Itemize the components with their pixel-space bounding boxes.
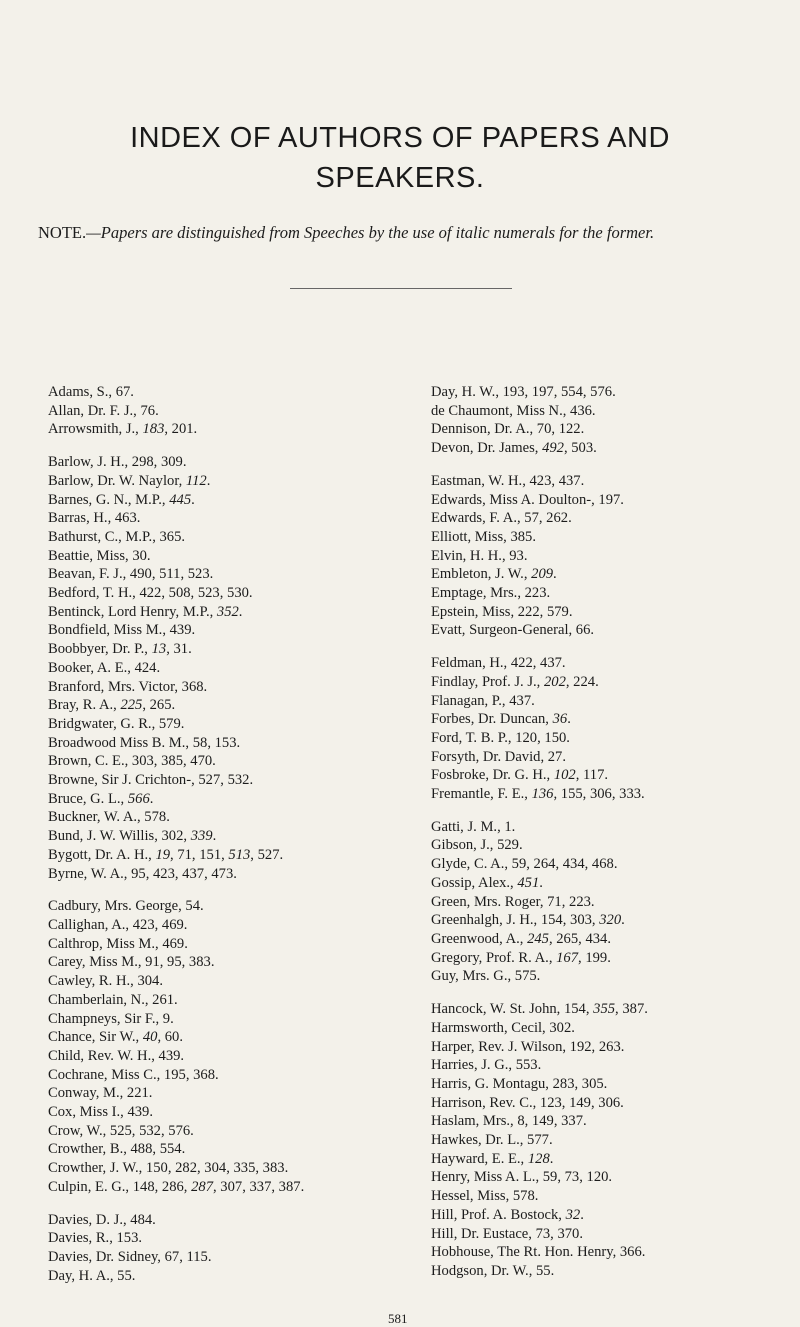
paper-page-ref: 320 bbox=[599, 912, 622, 929]
entry-text: Byrne, W. A., 95, 423, 437, 473. bbox=[48, 865, 237, 882]
entry-text: Cochrane, Miss C., 195, 368. bbox=[48, 1066, 219, 1083]
entry-text: Crowther, J. W., 150, 282, 304, 335, 383. bbox=[48, 1160, 289, 1177]
index-entry bbox=[431, 420, 791, 439]
index-entry bbox=[431, 528, 791, 547]
entry-text: Harper, Rev. J. Wilson, 192, 263. bbox=[431, 1038, 625, 1055]
index-entry bbox=[48, 1159, 413, 1178]
entry-text: Embleton, J. W., bbox=[431, 566, 532, 583]
entry-text: Cawley, R. H., 304. bbox=[48, 973, 163, 990]
entry-text: Chance, Sir W., bbox=[48, 1029, 143, 1046]
entry-text: de Chaumont, Miss N., 436. bbox=[431, 402, 596, 419]
index-entry bbox=[431, 1112, 791, 1131]
entry-text: Fremantle, F. E., bbox=[431, 786, 532, 803]
entry-text: Bygott, Dr. A. H., bbox=[48, 846, 156, 863]
index-entry bbox=[48, 584, 413, 603]
index-entry bbox=[431, 949, 791, 968]
index-entry bbox=[431, 911, 791, 930]
entry-text: Dennison, Dr. A., 70, 122. bbox=[431, 421, 585, 438]
paper-page-ref: 445 bbox=[169, 491, 192, 508]
index-entry bbox=[431, 692, 791, 711]
entry-text: , 71, 151, bbox=[170, 846, 229, 863]
note-label: NOTE. bbox=[38, 223, 87, 242]
entry-text: Guy, Mrs. G., 575. bbox=[431, 968, 541, 985]
entry-text: Beattie, Miss, 30. bbox=[48, 547, 151, 564]
index-entry bbox=[431, 874, 791, 893]
index-entry bbox=[48, 678, 413, 697]
index-letter-group bbox=[48, 453, 413, 883]
index-entry bbox=[431, 748, 791, 767]
index-entry bbox=[48, 715, 413, 734]
index-entry bbox=[48, 491, 413, 510]
index-entry bbox=[431, 766, 791, 785]
entry-text: Forsyth, Dr. David, 27. bbox=[431, 748, 566, 765]
entry-text: Haslam, Mrs., 8, 149, 337. bbox=[431, 1113, 587, 1130]
index-entry bbox=[431, 472, 791, 491]
index-entry bbox=[48, 897, 413, 916]
entry-text: . bbox=[567, 711, 571, 728]
entry-text: Hessel, Miss, 578. bbox=[431, 1188, 539, 1205]
index-entry bbox=[48, 528, 413, 547]
entry-text: Broadwood Miss B. M., 58, 153. bbox=[48, 734, 241, 751]
index-entry bbox=[431, 818, 791, 837]
entry-text: . bbox=[206, 472, 211, 489]
divider-rule bbox=[290, 288, 512, 289]
index-entry bbox=[431, 1243, 791, 1262]
index-entry bbox=[48, 1229, 413, 1248]
entry-text: Gregory, Prof. R. A., bbox=[431, 949, 557, 966]
index-entry bbox=[431, 930, 791, 949]
index-entry bbox=[48, 1066, 413, 1085]
entry-text: Bruce, G. L., bbox=[48, 790, 128, 807]
editorial-note bbox=[38, 223, 778, 243]
entry-text: Green, Mrs. Roger, 71, 223. bbox=[431, 893, 595, 910]
page-number: 581 bbox=[388, 1311, 408, 1326]
index-entry bbox=[431, 1262, 791, 1281]
entry-text: . bbox=[212, 828, 217, 845]
index-entry bbox=[48, 640, 413, 659]
paper-page-ref: 352 bbox=[216, 603, 239, 620]
index-entry bbox=[431, 1131, 791, 1150]
index-entry bbox=[431, 509, 791, 528]
entry-text: Edwards, F. A., 57, 262. bbox=[431, 510, 572, 527]
entry-text: Barlow, Dr. W. Naylor, bbox=[48, 472, 186, 489]
entry-text: Findlay, Prof. J. J., bbox=[431, 673, 544, 690]
index-entry bbox=[48, 1248, 413, 1267]
entry-text: Callighan, A., 423, 469. bbox=[48, 916, 188, 933]
index-entry bbox=[48, 827, 413, 846]
entry-text: Boobbyer, Dr. P., bbox=[48, 641, 152, 658]
index-letter-group bbox=[48, 1211, 413, 1286]
index-entry bbox=[48, 453, 413, 472]
index-entry bbox=[48, 953, 413, 972]
entry-text: Chamberlain, N., 261. bbox=[48, 991, 178, 1008]
entry-text: Henry, Miss A. L., 59, 73, 120. bbox=[431, 1169, 613, 1186]
index-entry bbox=[431, 673, 791, 692]
entry-text: Feldman, H., 422, 437. bbox=[431, 655, 566, 672]
index-entry bbox=[431, 1150, 791, 1169]
index-entry bbox=[48, 790, 413, 809]
index-entry bbox=[48, 991, 413, 1010]
index-entry bbox=[431, 785, 791, 804]
index-entry bbox=[431, 547, 791, 566]
index-entry bbox=[431, 1225, 791, 1244]
entry-text: . bbox=[621, 912, 625, 929]
entry-text: Hayward, E. E., bbox=[431, 1150, 528, 1167]
index-entry bbox=[431, 439, 791, 458]
index-entry bbox=[431, 654, 791, 673]
entry-text: , 387. bbox=[615, 1001, 648, 1018]
entry-text: Davies, D. J., 484. bbox=[48, 1211, 156, 1228]
index-entry bbox=[431, 565, 791, 584]
entry-text: Fosbroke, Dr. G. H., bbox=[431, 767, 554, 784]
entry-text: Hobhouse, The Rt. Hon. Henry, 366. bbox=[431, 1244, 646, 1261]
entry-text: . bbox=[549, 1150, 554, 1167]
entry-text: . bbox=[580, 1206, 584, 1223]
index-entry bbox=[431, 1187, 791, 1206]
entry-text: Devon, Dr. James, bbox=[431, 440, 543, 457]
entry-text: Cadbury, Mrs. George, 54. bbox=[48, 898, 204, 915]
index-letter-group bbox=[431, 1000, 791, 1281]
entry-text: Bentinck, Lord Henry, M.P., bbox=[48, 603, 217, 620]
index-entry bbox=[48, 846, 413, 865]
entry-text: , 265. bbox=[142, 697, 176, 714]
entry-text: Barnes, G. N., M.P., bbox=[48, 491, 170, 508]
index-entry bbox=[48, 402, 413, 421]
entry-text: Calthrop, Miss M., 469. bbox=[48, 935, 188, 952]
index-entry bbox=[431, 893, 791, 912]
index-entry bbox=[431, 603, 791, 622]
entry-text: Edwards, Miss A. Doulton-, 197. bbox=[431, 491, 624, 508]
index-letter-group bbox=[48, 383, 413, 439]
entry-text: , 31. bbox=[166, 641, 192, 658]
entry-text: Davies, R., 153. bbox=[48, 1230, 143, 1247]
paper-page-ref: 36 bbox=[552, 711, 568, 728]
index-entry bbox=[48, 808, 413, 827]
index-entry bbox=[431, 967, 791, 986]
index-entry bbox=[48, 1122, 413, 1141]
entry-text: Gatti, J. M., 1. bbox=[431, 818, 516, 835]
entry-text: Child, Rev. W. H., 439. bbox=[48, 1047, 185, 1064]
entry-text: Culpin, E. G., 148, 286, bbox=[48, 1178, 192, 1195]
entry-text: Beavan, F. J., 490, 511, 523. bbox=[48, 566, 214, 583]
index-entry bbox=[48, 1178, 413, 1197]
index-entry bbox=[48, 547, 413, 566]
index-entry bbox=[431, 584, 791, 603]
paper-page-ref: 355 bbox=[593, 1001, 616, 1018]
entry-text: Harries, J. G., 553. bbox=[431, 1057, 542, 1074]
index-entry bbox=[431, 1206, 791, 1225]
paper-page-ref: 451 bbox=[517, 874, 540, 891]
index-entry bbox=[431, 1056, 791, 1075]
index-entry bbox=[48, 1103, 413, 1122]
entry-text: Booker, A. E., 424. bbox=[48, 659, 161, 676]
paper-page-ref: 209 bbox=[531, 566, 554, 583]
index-entry bbox=[48, 621, 413, 640]
index-letter-group bbox=[431, 383, 791, 458]
index-entry bbox=[48, 472, 413, 491]
entry-text: Branford, Mrs. Victor, 368. bbox=[48, 678, 208, 695]
index-entry bbox=[431, 729, 791, 748]
entry-text: Bondfield, Miss M., 439. bbox=[48, 622, 196, 639]
paper-page-ref: 112 bbox=[185, 472, 207, 489]
entry-text: Hill, Dr. Eustace, 73, 370. bbox=[431, 1225, 583, 1242]
paper-page-ref: 513 bbox=[228, 846, 251, 863]
index-entry bbox=[48, 972, 413, 991]
entry-text: Harrison, Rev. C., 123, 149, 306. bbox=[431, 1094, 624, 1111]
entry-text: Elvin, H. H., 93. bbox=[431, 547, 528, 564]
index-entry bbox=[431, 710, 791, 729]
index-entry bbox=[48, 696, 413, 715]
entry-text: Epstein, Miss, 222, 579. bbox=[431, 603, 573, 620]
index-entry bbox=[48, 865, 413, 884]
paper-page-ref: 102 bbox=[553, 767, 576, 784]
index-entry bbox=[48, 1047, 413, 1066]
entry-text: , 155, 306, 333. bbox=[553, 786, 645, 803]
index-entry bbox=[48, 1010, 413, 1029]
entry-text: Harmsworth, Cecil, 302. bbox=[431, 1019, 575, 1036]
entry-text: Evatt, Surgeon-General, 66. bbox=[431, 622, 595, 639]
note-text: —Papers are distinguished from Speeches by the use of italic numerals for the former. bbox=[86, 223, 655, 242]
index-entry bbox=[431, 1019, 791, 1038]
entry-text: Bund, J. W. Willis, 302, bbox=[48, 828, 191, 845]
index-entry bbox=[431, 855, 791, 874]
index-title-line-2: SPEAKERS. bbox=[315, 162, 485, 194]
entry-text: , 307, 337, 387. bbox=[213, 1178, 305, 1195]
entry-text: , 527. bbox=[250, 846, 284, 863]
entry-text: Carey, Miss M., 91, 95, 383. bbox=[48, 954, 215, 971]
entry-text: . bbox=[539, 874, 543, 891]
entry-text: Flanagan, P., 437. bbox=[431, 692, 535, 709]
entry-text: Day, H. A., 55. bbox=[48, 1267, 136, 1284]
entry-text: Hancock, W. St. John, 154, bbox=[431, 1001, 594, 1018]
index-title-line-1: INDEX OF AUTHORS OF PAPERS AND bbox=[130, 122, 670, 154]
index-entry bbox=[48, 771, 413, 790]
entry-text: Hodgson, Dr. W., 55. bbox=[431, 1262, 555, 1279]
index-entry bbox=[431, 1038, 791, 1057]
entry-text: . bbox=[553, 566, 557, 583]
index-entry bbox=[431, 383, 791, 402]
entry-text: Emptage, Mrs., 223. bbox=[431, 585, 551, 602]
index-entry bbox=[48, 1028, 413, 1047]
index-entry bbox=[48, 565, 413, 584]
paper-page-ref: 566 bbox=[127, 790, 150, 807]
paper-page-ref: 40 bbox=[142, 1029, 158, 1046]
index-entry bbox=[48, 383, 413, 402]
entry-text: Day, H. W., 193, 197, 554, 576. bbox=[431, 384, 616, 400]
index-entry bbox=[431, 621, 791, 640]
entry-text: . bbox=[149, 790, 154, 807]
entry-text: Bridgwater, G. R., 579. bbox=[48, 715, 185, 732]
entry-text: Conway, M., 221. bbox=[48, 1085, 153, 1102]
entry-text: , 265, 434. bbox=[548, 930, 611, 947]
index-entry bbox=[48, 1140, 413, 1159]
entry-text: Allan, Dr. F. J., 76. bbox=[48, 402, 159, 419]
index-entry bbox=[431, 1000, 791, 1019]
entry-text: Elliott, Miss, 385. bbox=[431, 528, 537, 545]
index-entry bbox=[48, 1084, 413, 1103]
paper-page-ref: 136 bbox=[531, 786, 554, 803]
entry-text: Bedford, T. H., 422, 508, 523, 530. bbox=[48, 585, 253, 602]
index-entry bbox=[431, 836, 791, 855]
paper-page-ref: 202 bbox=[543, 673, 566, 690]
paper-page-ref: 32 bbox=[565, 1206, 581, 1223]
index-entry bbox=[48, 603, 413, 622]
paper-page-ref: 492 bbox=[542, 440, 564, 457]
entry-text: , 503. bbox=[563, 440, 597, 457]
entry-text: Greenwood, A., bbox=[431, 930, 528, 947]
index-letter-group bbox=[431, 818, 791, 986]
entry-text: Hill, Prof. A. Bostock, bbox=[431, 1206, 566, 1223]
entry-text: Champneys, Sir F., 9. bbox=[48, 1010, 174, 1027]
index-letter-group bbox=[431, 472, 791, 640]
index-letter-group bbox=[431, 654, 791, 804]
entry-text: , 201. bbox=[164, 421, 198, 438]
index-entry bbox=[48, 509, 413, 528]
entry-text: Brown, C. E., 303, 385, 470. bbox=[48, 753, 216, 770]
entry-text: Glyde, C. A., 59, 264, 434, 468. bbox=[431, 856, 618, 873]
entry-text: . bbox=[238, 603, 243, 620]
paper-page-ref: 19 bbox=[155, 846, 171, 863]
entry-text: Barlow, J. H., 298, 309. bbox=[48, 454, 187, 471]
index-entry bbox=[48, 752, 413, 771]
index-column-right bbox=[431, 383, 791, 1295]
index-entry bbox=[431, 491, 791, 510]
index-entry bbox=[431, 402, 791, 421]
entry-text: . bbox=[191, 491, 195, 508]
index-entry bbox=[48, 1211, 413, 1230]
index-column-left bbox=[48, 383, 413, 1299]
entry-text: Eastman, W. H., 423, 437. bbox=[431, 472, 585, 489]
paper-page-ref: 183 bbox=[142, 421, 165, 438]
index-entry bbox=[48, 1267, 413, 1286]
paper-page-ref: 225 bbox=[120, 697, 143, 714]
entry-text: Greenhalgh, J. H., 154, 303, bbox=[431, 912, 600, 929]
index-letter-group bbox=[48, 897, 413, 1196]
entry-text: Davies, Dr. Sidney, 67, 115. bbox=[48, 1248, 212, 1265]
entry-text: Harris, G. Montagu, 283, 305. bbox=[431, 1075, 608, 1092]
index-entry bbox=[48, 420, 413, 439]
entry-text: Adams, S., 67. bbox=[48, 384, 134, 400]
index-entry bbox=[48, 659, 413, 678]
index-entry bbox=[48, 916, 413, 935]
paper-page-ref: 245 bbox=[527, 930, 549, 947]
entry-text: Cox, Miss I., 439. bbox=[48, 1104, 154, 1121]
entry-text: Hawkes, Dr. L., 577. bbox=[431, 1132, 553, 1149]
entry-text: Ford, T. B. P., 120, 150. bbox=[431, 729, 570, 746]
entry-text: Browne, Sir J. Crichton-, 527, 532. bbox=[48, 772, 254, 789]
index-entry bbox=[431, 1094, 791, 1113]
entry-text: Bathurst, C., M.P., 365. bbox=[48, 528, 186, 545]
entry-text: , 199. bbox=[578, 949, 611, 966]
entry-text: Crowther, B., 488, 554. bbox=[48, 1141, 186, 1158]
index-entry bbox=[48, 935, 413, 954]
paper-page-ref: 128 bbox=[527, 1150, 550, 1167]
entry-text: Gibson, J., 529. bbox=[431, 837, 523, 854]
index-entry bbox=[431, 1168, 791, 1187]
entry-text: Buckner, W. A., 578. bbox=[48, 809, 170, 826]
entry-text: Gossip, Alex., bbox=[431, 874, 518, 891]
entry-text: Forbes, Dr. Duncan, bbox=[431, 711, 553, 728]
paper-page-ref: 339 bbox=[190, 828, 213, 845]
entry-text: Arrowsmith, J., bbox=[48, 421, 143, 438]
index-entry bbox=[431, 1075, 791, 1094]
entry-text: Crow, W., 525, 532, 576. bbox=[48, 1122, 194, 1139]
index-entry bbox=[48, 734, 413, 753]
paper-page-ref: 167 bbox=[556, 949, 579, 966]
paper-page-ref: 13 bbox=[151, 641, 167, 658]
entry-text: , 224. bbox=[565, 673, 599, 690]
entry-text: , 60. bbox=[157, 1029, 183, 1046]
entry-text: Barras, H., 463. bbox=[48, 510, 141, 527]
paper-page-ref: 287 bbox=[191, 1178, 213, 1195]
entry-text: Bray, R. A., bbox=[48, 697, 121, 714]
entry-text: , 117. bbox=[575, 767, 609, 784]
